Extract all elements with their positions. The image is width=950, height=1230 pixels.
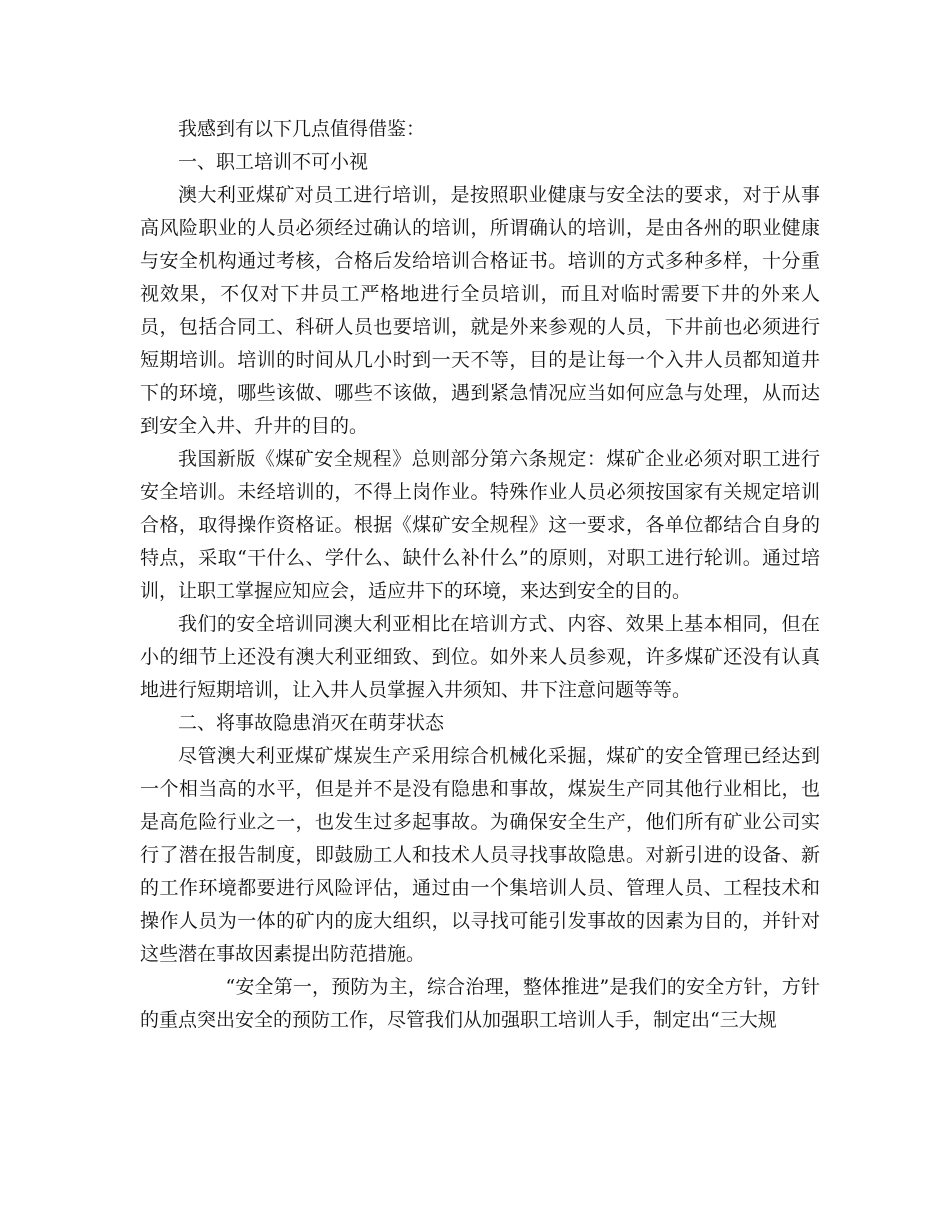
paragraph-comparison: 我们的安全培训同澳大利亚相比在培训方式、内容、效果上基本相同，但在小的细节上还没有澳大利亚细致、到位。如外来人员参观，许多煤矿还没有认真地进行短期培训，让入井人员掌握入井须知、井下注意问题等等。	[140, 613, 820, 701]
paragraph-safety-policy: “安全第一，预防为主，综合治理，整体推进”是我们的安全方针，方针的重点突出安全的预防工作，尽管我们从加强职工培训人手，制定出“三大规	[140, 976, 820, 1031]
paragraph-hazard-reporting: 尽管澳大利亚煤矿煤炭生产采用综合机械化采掘，煤矿的安全管理已经达到一个相当高的水平，但是并不是没有隐患和事故，煤炭生产同其他行业相比，也是高危险行业之一，也发生过多起事故。为确保安全生产，他们所有矿业公司实行了潜在报告制度，即鼓励工人和技术人员寻找事故隐患。对新引进的设备、新的工作环境都要进行风险评估，通过由一个集培训人员、管理人员、工程技术和操作人员为一体的矿内的庞大组织，以寻找可能引发事故的因素为目的，并针对这些潜在事故因素提出防范措施。	[140, 745, 820, 965]
document-body	[140, 113, 820, 1037]
paragraph-australia-training: 澳大利亚煤矿对员工进行培训，是按照职业健康与安全法的要求，对于从事高风险职业的人员必须经过确认的培训，所谓确认的培训，是由各州的职业健康与安全机构通过考核，合格后发给培训合格证书。培训的方式多种多样，十分重视效果，不仅对下井员工严格地进行全员培训，而且对临时需要下井的外来人员，包括合同工、科研人员也要培训，就是外来参观的人员，下井前也必须进行短期培训。培训的时间从几小时到一天不等，目的是让每一个入井人员都知道井下的环境，哪些该做、哪些不该做，遇到紧急情况应当如何应急与处理，从而达到安全入井、升井的目的。	[140, 184, 820, 437]
paragraph-china-regulations: 我国新版《煤矿安全规程》总则部分第六条规定：煤矿企业必须对职工进行安全培训。未经培训的，不得上岗作业。特殊作业人员必须按国家有关规定培训合格，取得操作资格证。根据《煤矿安全规程》这一要求，各单位都结合自身的特点，采取“干什么、学什么、缺什么补什么”的原则，对职工进行轮训。通过培训，让职工掌握应知应会，适应井下的环境，来达到安全的目的。	[140, 448, 820, 602]
intro-paragraph: 我感到有以下几点值得借鉴：	[178, 118, 426, 140]
section-heading-hazards: 二、将事故隐患消灭在萌芽状态	[178, 712, 445, 734]
section-heading-training: 一、职工培训不可小视	[178, 151, 369, 173]
